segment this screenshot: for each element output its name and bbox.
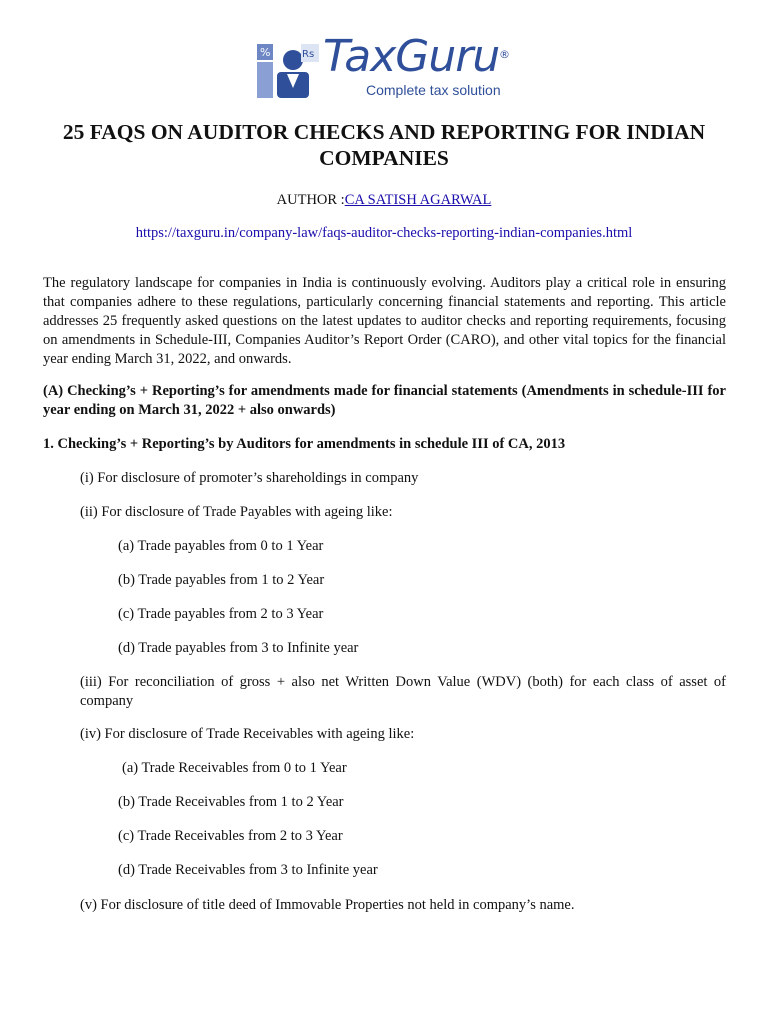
list-item: (a) Trade payables from 0 to 1 Year [118,538,324,554]
author-link[interactable]: CA SATISH AGARWAL [344,192,492,208]
author-line [0,192,768,209]
source-url-link[interactable]: https://taxguru.in/company-law/faqs-auditor-checks-reporting-indian-companies.html [135,225,633,241]
list-item: (iv) For disclosure of Trade Receivables with ageing like: [80,726,415,742]
list-item: (a) Trade Receivables from 0 to 1 Year [122,760,347,776]
question-1-heading: 1. Checking’s + Reporting’s by Auditors for amendments in schedule III of CA, 2013 [43,436,566,452]
list-item: (d) Trade payables from 3 to Infinite year [118,640,359,656]
list-item: (b) Trade payables from 1 to 2 Year [118,572,325,588]
intro-paragraph: The regulatory landscape for companies in India is continuously evolving. Auditors play a critical role in ensuring that companies adhere to these regulations, particularly concerning financial statements and reporting. This article addresses 25 frequently asked questions on the latest updates to auditor checks and reporting requirements, focusing on amendments in Schedule-III, Companies Auditor’s Report Order (CARO), and other vital topics for the financial year ending March 31, 2022, and onwards. [43,275,726,367]
list-item: (iii) For reconciliation of gross + also net Written Down Value (WDV) (both) for each class of asset of company [80,674,726,709]
taxguru-logo-icon [257,44,319,98]
list-item: (c) Trade payables from 2 to 3 Year [118,606,324,622]
svg-text:%: % [260,46,271,59]
list-item: (ii) For disclosure of Trade Payables with ageing like: [80,504,393,520]
logo-wordmark: TaxGuru [323,31,500,82]
list-item: (c) Trade Receivables from 2 to 3 Year [118,828,343,844]
section-a-heading: (A) Checking’s + Reporting’s for amendments made for financial statements (Amendments in schedule-III for year ending on March 31, 2022 + also onwards) [43,383,726,418]
taxguru-logo [257,31,517,100]
author-label: AUTHOR : [276,192,345,208]
svg-text:Rs: Rs [302,49,315,60]
registered-mark: ® [499,48,510,61]
list-item: (v) For disclosure of title deed of Immovable Properties not held in company’s name. [80,897,575,913]
page-title: 25 FAQS ON AUDITOR CHECKS AND REPORTING FOR INDIAN COMPANIES [62,120,706,170]
list-item: (d) Trade Receivables from 3 to Infinite year [118,862,378,878]
list-item: (b) Trade Receivables from 1 to 2 Year [118,794,344,810]
logo-tagline: Complete tax solution [366,82,501,98]
list-item: (i) For disclosure of promoter’s shareholdings in company [80,470,419,486]
